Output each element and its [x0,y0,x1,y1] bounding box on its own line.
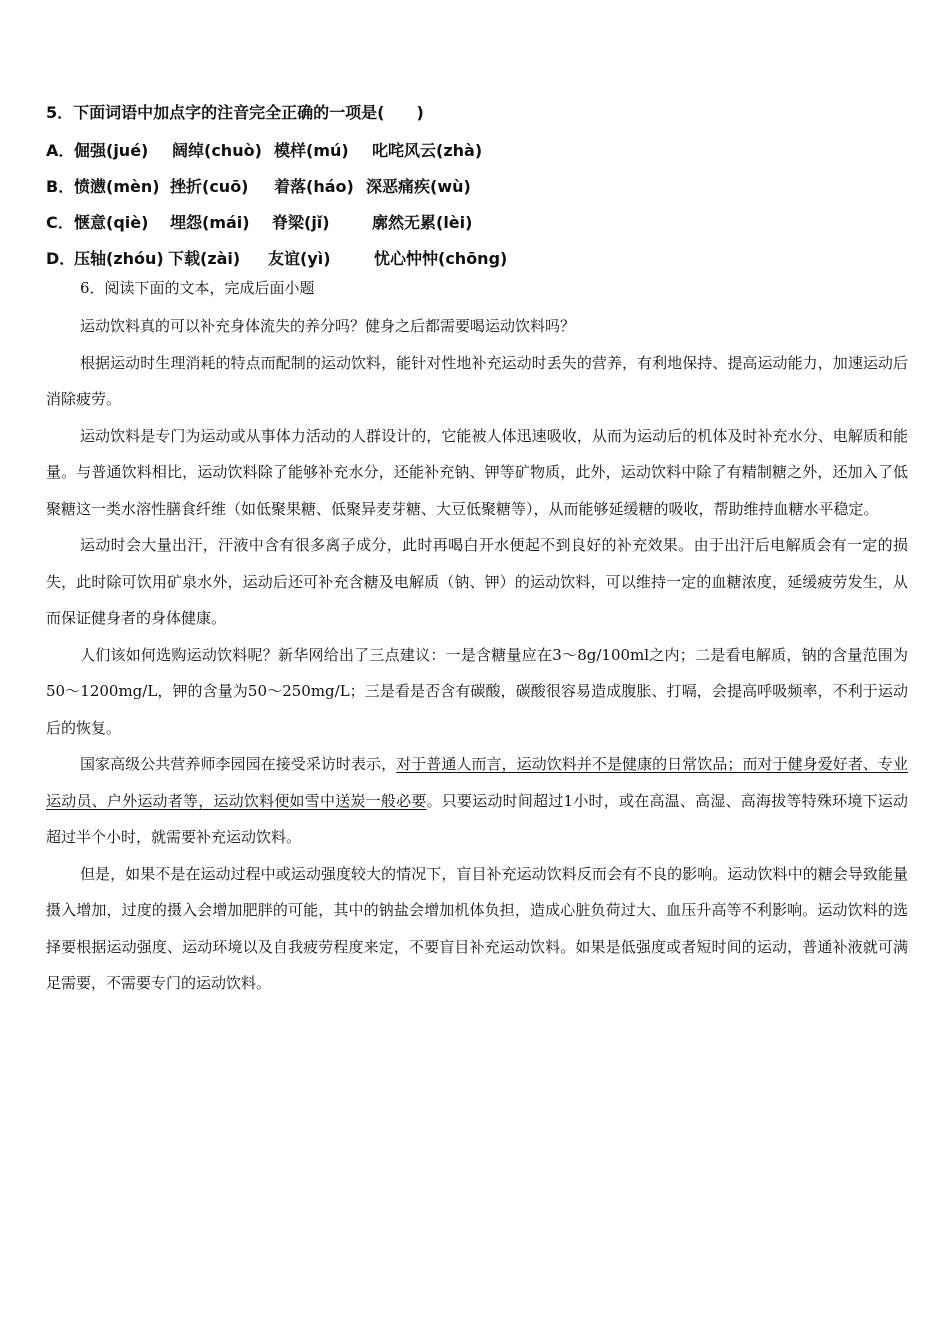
option-item: 脊梁(jǐ) [272,213,330,232]
option-item: 友谊(yì) [268,249,331,268]
option-d [46,241,508,277]
passage-paragraph: 人们该如何选购运动饮料呢？新华网给出了三点建议：一是含糖量应在3～8g/100ml之内；二是看电解质，钠的含量范围为50～1200mg/L，钾的含量为50～250mg/L；三是看是否含有碳酸，碳酸很容易造成腹胀、打嗝，会提高呼吸频率，不利于运动后的恢复。 [46,645,908,737]
option-item: 忧心忡忡(chōng) [374,249,508,268]
passage-paragraph: 运动时会大量出汗，汗液中含有很多离子成分，此时再喝白开水便起不到良好的补充效果。由于出汗后电解质会有一定的损失，此时除可饮用矿泉水外，运动后还可补充含糖及电解质（钠、钾）的运动饮料，可以维持一定的血糖浓度，延缓疲劳发生，从而保证健身者的身体健康。 [46,536,908,627]
option-c [46,205,473,241]
question-5 [46,101,508,277]
passage-paragraph: 运动饮料真的可以补充身体流失的养分吗？健身之后都需要喝运动饮料吗？ [80,317,576,335]
option-item: 压轴(zhóu) [74,249,164,268]
question-5-title: 5．下面词语中加点字的注音完全正确的一项是( ) [46,103,424,122]
underlined-sentence: 对于普通人而言，运动饮料并不是健康的日常饮品；而对于健身爱好者、专业运动员、户外运动者等，运动饮料便如雪中送炭一般必要 [46,755,908,810]
option-item: 着落(háo) [274,177,354,196]
reading-passage [46,308,908,1002]
option-item: 深恶痛疾(wù) [366,177,471,196]
option-label: C． [46,213,74,232]
option-item: 倔强(jué) [74,141,149,160]
option-item: 下载(zài) [168,249,241,268]
option-item: 阔绰(chuò) [172,141,262,160]
option-label: D． [46,249,76,268]
option-b [46,169,471,205]
option-item: 模样(mú) [274,141,349,160]
option-item: 埋怨(mái) [170,213,250,232]
passage-paragraph: 但是，如果不是在运动过程中或运动强度较大的情况下，盲目补充运动饮料反而会有不良的影响。运动饮料中的糖会导致能量摄入增加，过度的摄入会增加肥胖的可能，其中的钠盐会增加机体负担，造成心脏负荷过大、血压升高等不利影响。运动饮料的选择要根据运动强度、运动环境以及自我疲劳程度来定，不要盲目补充运动饮料。如果是低强度或者短时间的运动，普通补液就可满足需要，不需要专门的运动饮料。 [46,864,908,992]
option-item: 叱咤风云(zhà) [372,141,483,160]
option-label: A． [46,141,75,160]
paragraph-text: 国家高级公共营养师李园园在接受采访时表示， [80,755,397,773]
question-6-heading: 6．阅读下面的文本，完成后面小题 [80,279,315,297]
passage-paragraph: 根据运动时生理消耗的特点而配制的运动饮料，能针对性地补充运动时丢失的营养，有利地保持、提高运动能力，加速运动后消除疲劳。 [46,353,908,408]
passage-paragraph: 运动饮料是专门为运动或从事体力活动的人群设计的，它能被人体迅速吸收，从而为运动后的机体及时补充水分、电解质和能量。与普通饮料相比，运动饮料除了能够补充水分，还能补充钠、钾等矿物质，此外，运动饮料中除了有精制糖之外，还加入了低聚糖这一类水溶性膳食纤维（如低聚果糖、低聚异麦芽糖、大豆低聚糖等），从而能够延缓糖的吸收，帮助维持血糖水平稳定。 [46,426,908,518]
passage-paragraph [46,746,908,856]
option-item: 惬意(qiè) [74,213,149,232]
option-item: 愤懑(mèn) [74,177,160,196]
option-item: 挫折(cuō) [170,177,249,196]
option-label: B． [46,177,75,196]
option-a [46,133,483,169]
paragraph-text: 。只要运动时间超过1小时，或在高温、高湿、高海拔等特殊环境下运动超过半个小时，就需要补充运动饮料。 [46,791,908,846]
option-item: 廓然无累(lèi) [372,213,473,232]
